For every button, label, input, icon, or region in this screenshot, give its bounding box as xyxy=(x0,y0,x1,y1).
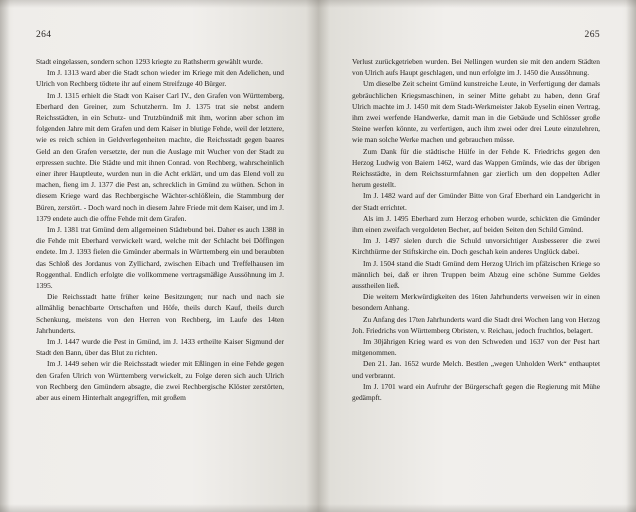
paragraph: Im J. 1497 sielen durch die Schuld unvorsichtiger Ausbesserer die zwei Kirchthürme der Stiftskirche ein. Doch geschah kein anderes Unglück dabei. xyxy=(352,236,600,257)
paragraph: Im J. 1482 ward auf der Gmünder Bitte von Graf Eberhard ein Landgericht in der Stadt errichtet. xyxy=(352,191,600,212)
paragraph: Die weitern Merkwürdigkeiten des 16ten Jahrhunderts verweisen wir in einen besondern Anhang. xyxy=(352,292,600,313)
paragraph: Zu Anfang des 17ten Jahrhunderts ward die Stadt drei Wochen lang von Herzog Joh. Friedrichs von Württemberg Obristen, v. Reichau, jedoch fruchtlos, belagert. xyxy=(352,314,600,335)
left-page-text-column xyxy=(36,30,284,403)
paragraph: Im J. 1447 wurde die Pest in Gmünd, im J. 1433 ertheilte Kaiser Sigmund der Stadt den Bann, über das Blut zu richten. xyxy=(36,337,284,358)
paragraph: Im J. 1313 ward aber die Stadt schon wieder im Kriege mit den Adelichen, und Ulrich von Rechberg tödtete ihr auf einem Streifzuge 40 Bürger. xyxy=(36,68,284,89)
paragraph: Im J. 1381 trat Gmünd dem allgemeinen Städtebund bei. Daher es auch 1388 in die Fehde mit Eberhard verwickelt ward, welche mit der Schlacht bei Döffingen endete. Im J. 1393 fielen die Gmünder abermals in Württemberg ein und beraubten das Schloß des Jordanus von Zyllichard, zwischen Eibach und Treffelhausen im Roggenthal. Endlich erfolgte die vollkommene vertragsmäßige Aussöhnung im J. 1395. xyxy=(36,225,284,291)
left-page-body xyxy=(36,56,284,403)
paragraph: Um dieselbe Zeit scheint Gmünd kunstreiche Leute, in Verfertigung der damals gebräuchlichen Kriegsmaschinen, in seiner Mitte gehabt zu haben, denn Graf Ulrich machte im J. 1450 mit dem Stadt-Werkmeister Jakob Eyselin einen Vertrag, ihm zwei werfende Handwerke, damit man in die Gebäude und Schlösser große Steine werfen könnte, zu verfertigen, auch ihm zwei oder drei Leute einzulehren, wie man solche Werke machen und gebrauchen müsse. xyxy=(352,79,600,145)
paragraph: Im J. 1701 ward ein Aufruhr der Bürgerschaft gegen die Regierung mit Mühe gedämpft. xyxy=(352,381,600,403)
paragraph: Im J. 1315 erhielt die Stadt von Kaiser Carl IV., den Grafen von Württemberg, Eberhard den Greiner, zum Schutzherrn. Im J. 1375 trat sie nebst andern Reichsstädten, in ein Schutz- und Trutzbündniß mit ihm, worinn aber schon im folgenden Jahre mit dem Grafen und dem Kaiser in blutige Fehde, weil der letztere, wie es reich schien in Geldverlegenheiten machte, die Reichsstadt gegen baares Geld an den Grafen versetzte, der nun die Auslage mit Wucher von der Stadt zu erpressen suchte. Die Städte und mit ihnen Conrad. von Rechberg, wahrscheinlich einer ihrer Hauptleute, wurden nun in die Acht erklärt, und um das Elend voll zu machen, fieng im J. 1377 die Pest an, schrecklich in Gmünd zu wüthen. Schon in diesem Kriege ward das Rechbergische Wächter-schlößlein, die Stammburg der Büren, zerstört. - Doch ward noch in diesem Jahre Friede mit dem Kaiser, und im J. 1379 endete auch die offne Fehde mit dem Grafen. xyxy=(36,90,284,223)
paragraph: Verlust zurückgetrieben wurden. Bei Nellingen wurden sie mit den andern Städten von Ulrich aufs Haupt geschlagen, und nun erfolgte im J. 1450 die Aussöhnung. xyxy=(352,57,600,78)
right-page-body xyxy=(352,56,600,403)
paragraph: Im J. 1504 stand die Stadt Gmünd dem Herzog Ulrich im pfälzischen Kriege so männlich bei, daß er ihren Truppen beim Abzug eine schöne Summe Geldes ausstheilen ließ. xyxy=(352,258,600,291)
right-page-text-column xyxy=(352,30,600,403)
paragraph: Zum Dank für die städtische Hülfe in der Fehde K. Friedrichs gegen den Herzog Ludwig von Baiern 1462, ward das Wappen Gmünds, wie das der übrigen Reichsstädte, in dem Reichssturmfahnen gar zierlich um den doppelten Adler herum gestellt. xyxy=(352,146,600,190)
left-page-folio: 264 xyxy=(36,30,52,40)
paragraph: Den 21. Jan. 1652 wurde Melch. Bestlen „wegen Unholden Werk“ enthauptet und verbrannt. xyxy=(352,359,600,380)
paragraph: Im 30jährigen Krieg ward es von den Schweden und 1637 von der Pest hart mitgenommen. xyxy=(352,337,600,358)
right-page-folio: 265 xyxy=(584,30,600,40)
paragraph: Im J. 1449 sehen wir die Reichsstadt wieder mit Eßlingen in eine Fehde gegen den Grafen Ulrich von Württemberg verwickelt, zu Folge deren sich auch Ulrich von Rechberg den Gmündern absagte, die zwei Rechbergische Klöster zerstörten, aber aus einem Hinterhalt angegriffen, mit großem xyxy=(36,359,284,403)
paragraph: Die Reichsstadt hatte früher keine Besitzungen; nur nach und nach sie allmählig benachbarte Ortschaften und Höfe, theils durch Kauf, theils durch Schenkung, meistens von den Herren von Rechberg, im Laufe des 14ten Jahrhunderts. xyxy=(36,292,284,335)
paragraph: Stadt eingelassen, sondern schon 1293 kriegte zu Rathsherrn gewählt wurde. xyxy=(36,57,263,66)
paragraph: Als im J. 1495 Eberhard zum Herzog erhoben wurde, schickten die Gmünder ihm einen zweifach vergoldeten Becher, auf beiden Seiten den Schild Gmünd. xyxy=(352,213,600,235)
